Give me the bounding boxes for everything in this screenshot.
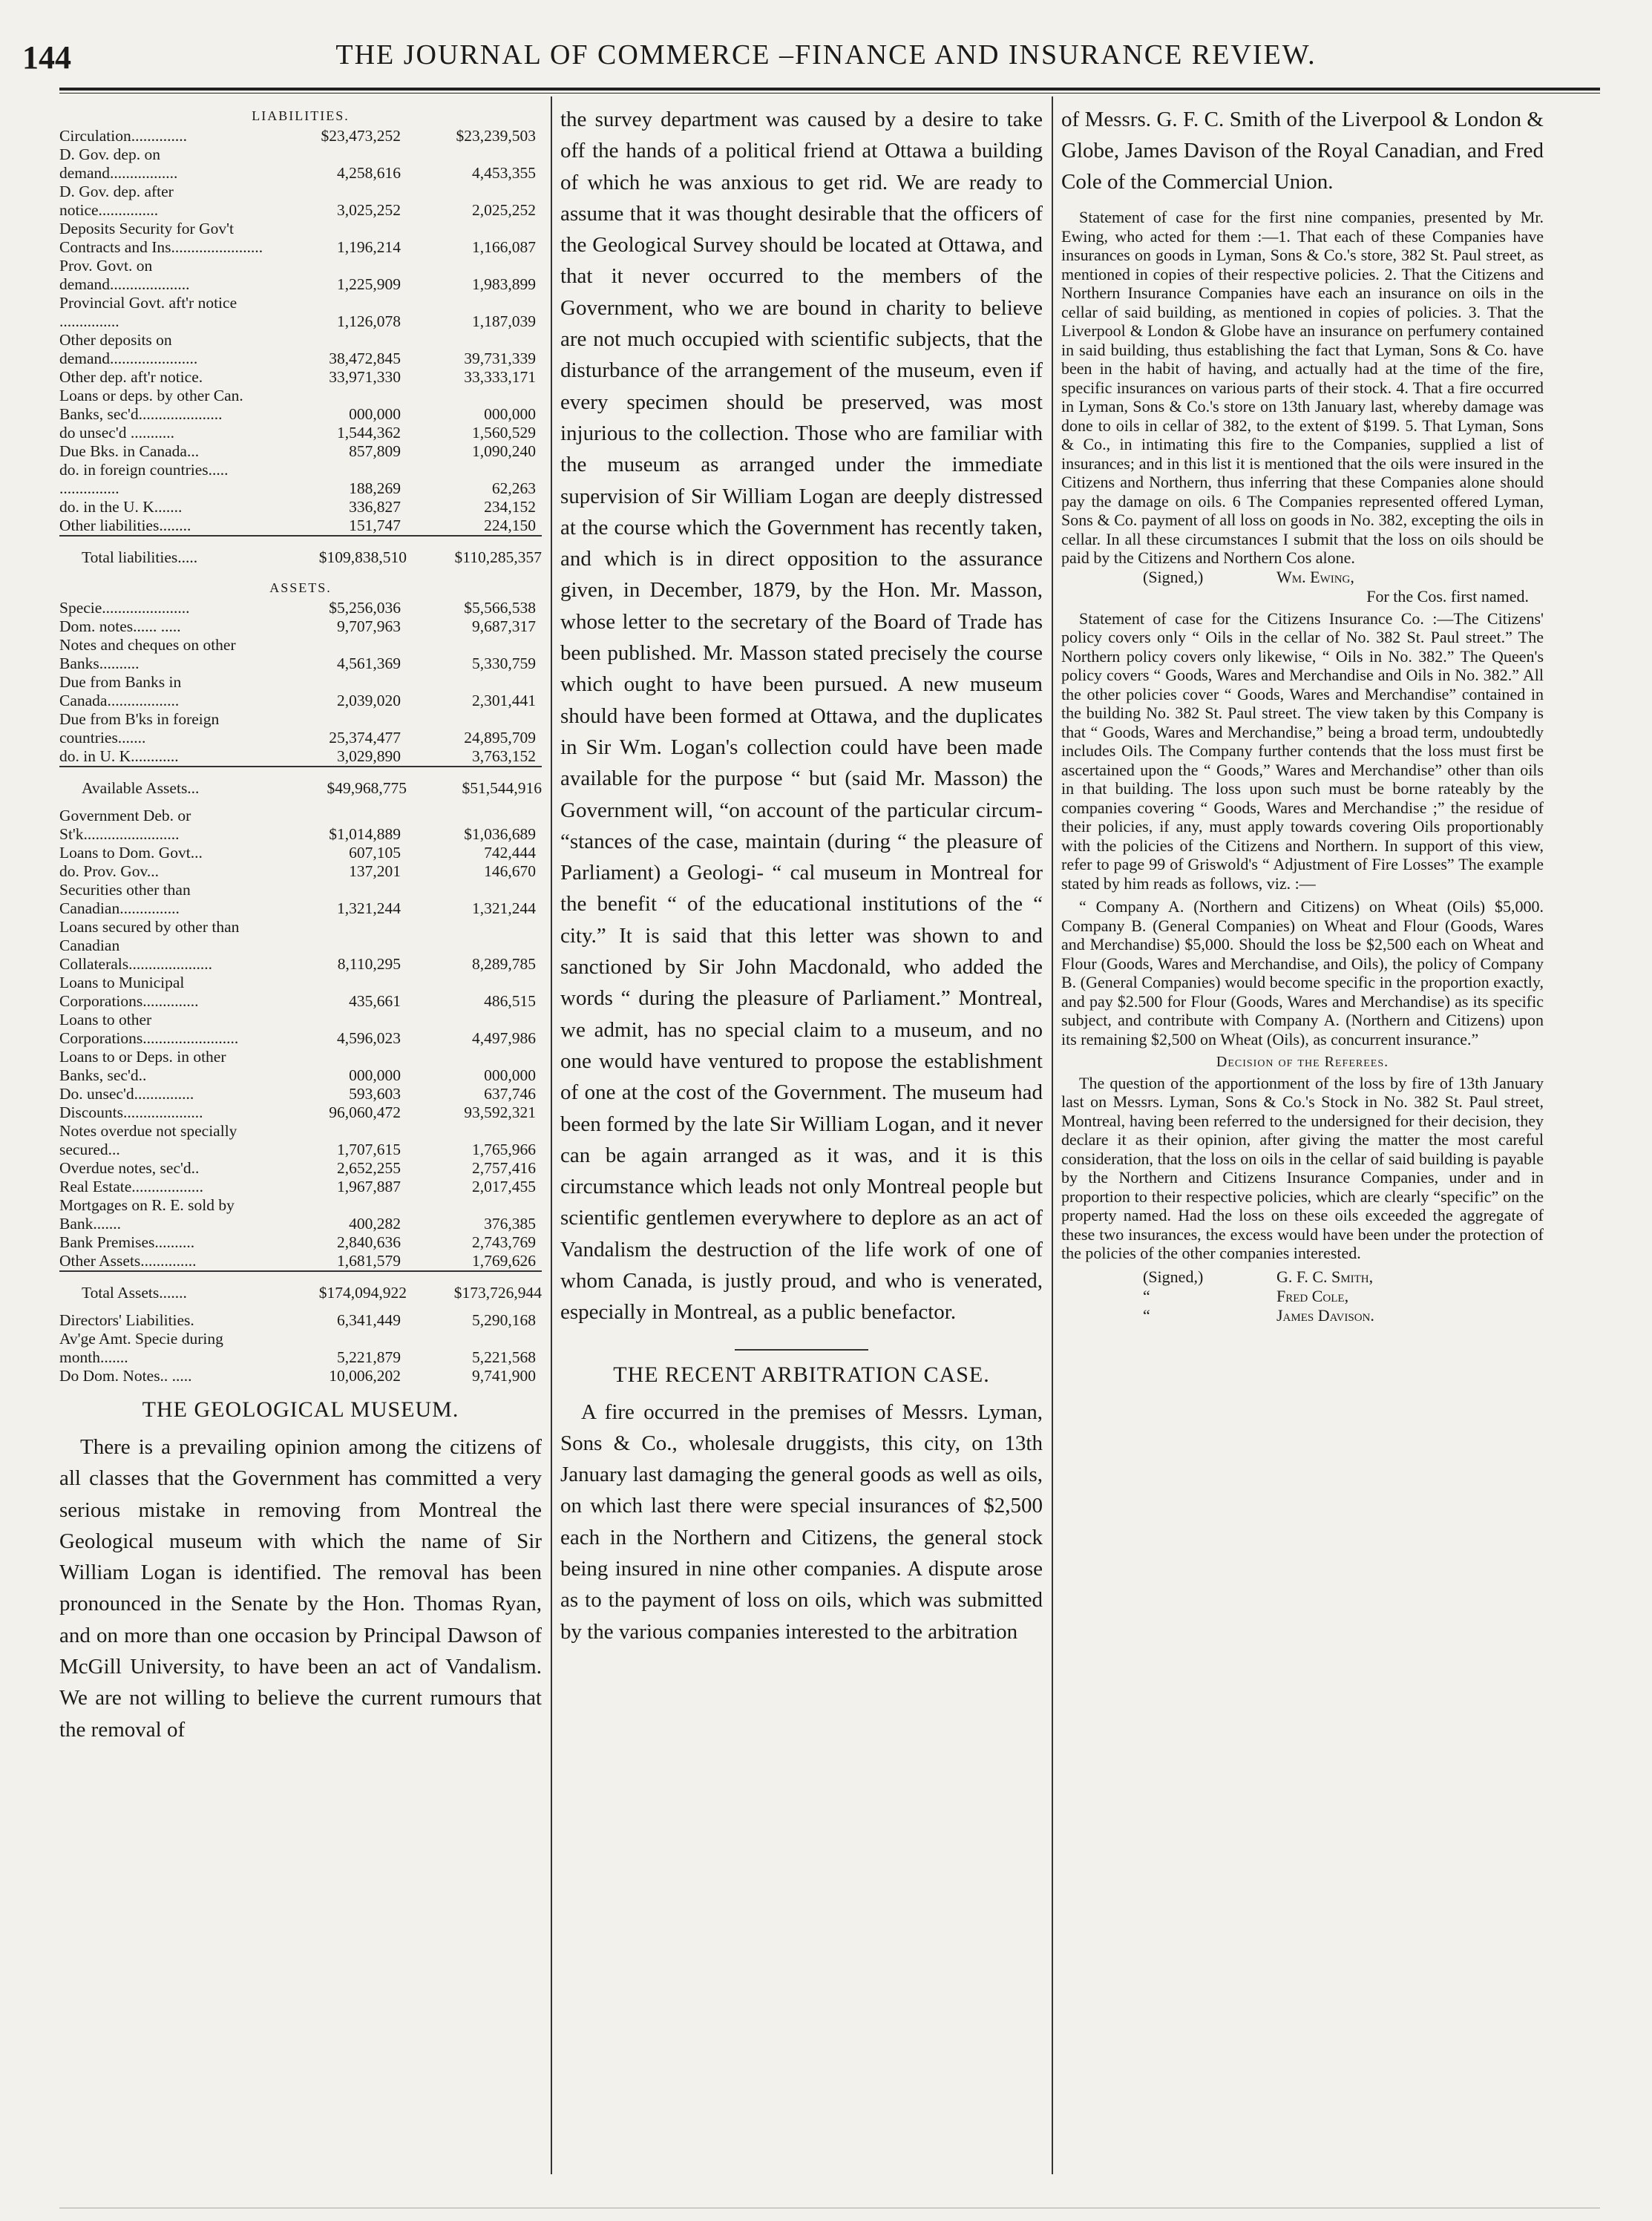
table-row [59, 1252, 542, 1271]
assets-table [59, 599, 542, 1385]
referee-name: James Davison. [1276, 1305, 1374, 1325]
total-liabilities-label: Total liabilities..... [59, 536, 272, 576]
table-row [59, 747, 542, 767]
row-value: 3,029,890 [337, 747, 401, 765]
assets-heading: ASSETS. [269, 580, 332, 595]
row-label: Notes and cheques on other Banks.......... [59, 636, 236, 672]
column-divider [1052, 96, 1053, 2174]
total-liabilities-a: $109,838,510 [272, 536, 407, 576]
row-label: Mortgages on R. E. sold by Bank....... [59, 1196, 235, 1233]
row-value: 000,000 [484, 405, 536, 423]
row-label: Government Deb. or St'k........................ [59, 807, 191, 843]
row-value: $5,566,538 [464, 599, 536, 617]
table-row [59, 1178, 542, 1196]
row-value: 2,743,769 [472, 1233, 536, 1251]
row-value: 1,769,626 [472, 1252, 536, 1270]
row-value: 1,187,039 [472, 312, 536, 330]
table-row [59, 636, 542, 673]
row-value: 188,269 [349, 479, 401, 497]
row-label: Other dep. aft'r notice. [59, 368, 203, 386]
total-liabilities-b: $110,285,357 [407, 536, 542, 576]
available-assets-a: $49,968,775 [272, 767, 407, 807]
row-value: 000,000 [484, 1066, 536, 1084]
row-value: $23,239,503 [456, 127, 536, 145]
row-value: 9,707,963 [337, 617, 401, 635]
row-label: Provincial Govt. aft'r notice ............... [59, 294, 237, 330]
row-value: 2,652,255 [337, 1159, 401, 1177]
signer-role: For the Cos. first named. [1366, 586, 1529, 606]
row-value: 2,840,636 [337, 1233, 401, 1251]
row-label: Do. unsec'd............... [59, 1085, 194, 1103]
arbitration-text-col3: of Messrs. G. F. C. Smith of the Liverpool & London & Globe, James Davison of the Royal Canadian, and Fred Cole of the Commercial Union. [1061, 108, 1544, 194]
row-value: 93,592,321 [464, 1103, 536, 1121]
table-row [59, 1122, 542, 1159]
row-value: 486,515 [484, 992, 536, 1010]
row-value: 6,341,449 [337, 1311, 401, 1329]
row-value: 593,603 [349, 1085, 401, 1103]
row-value: 2,039,020 [337, 692, 401, 709]
signature-ewing [1061, 568, 1544, 587]
table-row [59, 1330, 542, 1367]
row-label: Other Assets.............. [59, 1252, 197, 1270]
total-assets-row [59, 1271, 542, 1311]
row-label: Dom. notes...... ..... [59, 617, 181, 635]
museum-text-col2: the survey department was caused by a desire to take off the hands of a political friend at Ottawa a building of which he was anxious to get rid. We are ready to assume that it was thought desirable that the officers of the Geological Survey should be located at Ottawa, and that it never occurred to the members of the Government, who we are bound in charity to believe are not much occupied with scientific subjects, that the disturbance of the arrangement of the museum, even if every specimen should be preserved, was most injurious to the collection. Those who are familiar with the museum as arranged under the immediate supervision of Sir William Logan are deeply distressed at the course which the Government has recently taken, and which is in direct opposition to the assurance given, in December, 1879, by the Hon. Mr. Masson, whose letter to the secretary of the Board of Trade has been published. Mr. Masson stated precisely the course which ought to have been pursued. A new museum should have been formed at Ottawa, and the duplicates in Sir Wm. Logan's collection could have been made available for the purpose “ but (said Mr. Masson) the Government will, “on account of the particular circum- “stances of the case, maintain (during “ the pleasure of Parliament) a Geologi- “ cal museum in Montreal for the benefit “ of the educational institutions of the “ city.” It is said that this letter was shown to and sanctioned by Sir John Macdonald, who added the words “ during the pleasure of Parliament.” Montreal, we admit, has no special claim to a museum, and no one would have ventured to propose the establishment of one at the cost of the Government. The museum had been formed by the late Sir William Logan, and it never can be again arranged as it was, and it is this circumstance which leads not only Montreal people but scientific gentlemen everywhere to deplore as an act of Vandalism the destruction of the life work of one of whom Canada, is justly proud, and who is venerated, especially in Montreal, as a public benefactor. [560, 108, 1043, 1325]
signature-referee-1 [1061, 1267, 1544, 1287]
row-value: 2,025,252 [472, 201, 536, 219]
row-value: 2,301,441 [472, 692, 536, 709]
row-label: do. Prov. Gov... [59, 862, 159, 880]
table-row [59, 710, 542, 747]
table-row [59, 807, 542, 844]
page-number: 144 [22, 39, 71, 76]
table-row [59, 673, 542, 710]
table-row [59, 220, 542, 257]
row-label: D. Gov. dep. after notice............... [59, 183, 174, 219]
liabilities-heading: LIABILITIES. [252, 108, 350, 123]
row-value: 151,747 [349, 516, 401, 534]
row-value: 25,374,477 [329, 729, 401, 747]
row-label: Circulation.............. [59, 127, 187, 145]
row-value: $5,256,036 [329, 599, 401, 617]
table-row [59, 1233, 542, 1252]
row-value: 336,827 [349, 498, 401, 516]
table-row [59, 1367, 542, 1385]
available-assets-b: $51,544,916 [407, 767, 542, 807]
table-row [59, 127, 542, 145]
row-value: 3,763,152 [472, 747, 536, 765]
row-value: 1,681,579 [337, 1252, 401, 1270]
row-value: 4,453,355 [472, 164, 536, 182]
row-value: 137,201 [349, 862, 401, 880]
header-rule [59, 88, 1600, 94]
row-value: 2,757,416 [472, 1159, 536, 1177]
signature-referee-2 [1061, 1287, 1544, 1306]
table-row [59, 881, 542, 918]
decision-heading: Decision of the Referees. [1216, 1054, 1389, 1070]
row-value: 2,017,455 [472, 1178, 536, 1195]
table-row [59, 145, 542, 183]
row-value: 5,221,568 [472, 1348, 536, 1366]
table-row [59, 183, 542, 220]
liabilities-table [59, 127, 542, 576]
row-value: 4,258,616 [337, 164, 401, 182]
row-value: 3,025,252 [337, 201, 401, 219]
row-label: do. in foreign countries..... ............... [59, 461, 229, 497]
row-value: 637,746 [484, 1085, 536, 1103]
row-value: 38,472,845 [329, 350, 401, 367]
row-label: Prov. Govt. on demand.................... [59, 257, 190, 293]
row-value: 5,330,759 [472, 655, 536, 672]
table-row [59, 1196, 542, 1233]
row-value: 435,661 [349, 992, 401, 1010]
table-row [59, 461, 542, 498]
row-value: 39,731,339 [464, 350, 536, 367]
row-label: Other liabilities........ [59, 516, 191, 534]
row-value: 4,497,986 [472, 1029, 536, 1047]
row-value: 1,983,899 [472, 275, 536, 293]
table-row [59, 974, 542, 1011]
table-row [59, 257, 542, 294]
statement-citizens: Statement of case for the Citizens Insurance Co. :—The Citizens' policy covers only “ Oils in the cellar of No. 382 St. Paul street.” The Northern policy covers only likewise, “ Oils in No. 382.” The Queen's policy covers “ Goods, Wares and Merchandise and Oils in No. 382.” All the other policies cover “ Goods, Wares and Merchandise” contained in the building No. 382 St. Paul street. The view taken by this Company is that “ Goods, Wares and Merchandise,” being a broad term, undoubtedly includes Oils. The Company further contends that the loss must first be ascertained upon the “ Goods,” Wares and Merchandise” other than oils in that building. The loss upon such must be borne rateably by the companies covering “ Goods, Wares and Merchandise ;” the residue of their policies, if any, must apply towards covering Oils proportionably with the policies of the Citizens and Northern. In support of this view, refer to page 99 of Griswold's “ Adjustment of Fire Losses” The example stated by him reads as follows, viz. :— [1061, 608, 1544, 893]
row-value: 857,809 [349, 442, 401, 460]
row-label: do unsec'd ........... [59, 424, 174, 442]
row-value: 1,967,887 [337, 1178, 401, 1195]
museum-title: THE GEOLOGICAL MUSEUM. [142, 1397, 459, 1422]
row-value: 000,000 [349, 1066, 401, 1084]
table-row [59, 331, 542, 368]
table-row [59, 368, 542, 387]
row-label: D. Gov. dep. on demand................. [59, 145, 178, 182]
row-label: do. in U. K............ [59, 747, 179, 765]
row-value: 24,895,709 [464, 729, 536, 747]
row-value: 4,596,023 [337, 1029, 401, 1047]
row-label: Specie...................... [59, 599, 190, 617]
total-assets-a: $174,094,922 [272, 1271, 407, 1311]
arbitration-title: THE RECENT ARBITRATION CASE. [613, 1362, 990, 1387]
row-value: $1,036,689 [464, 825, 536, 843]
arbitration-text-col2: A fire occurred in the premises of Messrs. Lyman, Sons & Co., wholesale druggists, this city, on 13th January last damaging the general goods as well as oils, on which last there were special insurances of $2,500 each in the Northern and Citizens, the general stock being insured in nine other companies. A dispute arose as to the payment of loss on oils, which was submitted by the various companies interested to the arbitration [560, 1400, 1043, 1644]
row-value: 1,765,966 [472, 1141, 536, 1158]
row-label: Loans to or Deps. in other Banks, sec'd.. [59, 1048, 226, 1084]
table-row [59, 1011, 542, 1048]
row-label: Loans to other Corporations........................ [59, 1011, 239, 1047]
row-value: $23,473,252 [321, 127, 401, 145]
column-divider [551, 96, 552, 2174]
total-liabilities-row [59, 536, 542, 576]
row-label: do. in the U. K....... [59, 498, 183, 516]
row-value: 8,289,785 [472, 955, 536, 973]
table-row [59, 516, 542, 536]
total-assets-b: $173,726,944 [407, 1271, 542, 1311]
row-value: 33,971,330 [329, 368, 401, 386]
row-value: 376,385 [484, 1215, 536, 1233]
signed-label: (Signed,) [1143, 1267, 1204, 1286]
row-value: 10,006,202 [329, 1367, 401, 1385]
row-value: 1,225,909 [337, 275, 401, 293]
row-label: Real Estate.................. [59, 1178, 204, 1195]
table-row [59, 599, 542, 617]
row-value: 607,105 [349, 844, 401, 862]
row-value: 9,687,317 [472, 617, 536, 635]
ditto-mark: “ [1143, 1305, 1150, 1325]
row-value: 62,263 [491, 479, 536, 497]
row-value: 400,282 [349, 1215, 401, 1233]
row-value: 33,333,171 [464, 368, 536, 386]
available-assets-label: Available Assets... [59, 767, 272, 807]
column-3 [1061, 104, 1544, 2204]
signature-referee-3 [1061, 1306, 1544, 1325]
row-value: 9,741,900 [472, 1367, 536, 1385]
row-value: 1,090,240 [472, 442, 536, 460]
referee-name: G. F. C. Smith, [1276, 1267, 1374, 1286]
row-label: Directors' Liabilities. [59, 1311, 194, 1329]
row-value: 1,560,529 [472, 424, 536, 442]
table-row [59, 1311, 542, 1330]
table-row [59, 442, 542, 461]
row-value: 1,196,214 [337, 238, 401, 256]
row-value: 234,152 [484, 498, 536, 516]
row-label: Loans to Municipal Corporations.............. [59, 974, 199, 1010]
row-label: Other deposits on demand...................... [59, 331, 198, 367]
table-row [59, 1048, 542, 1085]
row-label: Due Bks. in Canada... [59, 442, 200, 460]
row-value: $1,014,889 [329, 825, 401, 843]
row-label: Due from Banks in Canada.................. [59, 673, 182, 709]
row-value: 1,321,244 [337, 899, 401, 917]
row-value: 1,544,362 [337, 424, 401, 442]
row-value: 224,150 [484, 516, 536, 534]
table-row [59, 844, 542, 862]
row-label: Due from B'ks in foreign countries....... [59, 710, 220, 747]
table-row [59, 1159, 542, 1178]
row-value: 146,670 [484, 862, 536, 880]
row-value: 1,321,244 [472, 899, 536, 917]
table-row [59, 387, 542, 424]
decision-text: The question of the apportionment of the loss by fire of 13th January last on Messrs. Lyman, Sons & Co.'s Stock in No. 382 St. Paul street, Montreal, having been referred to the undersigned for their decision, they declare it as their opinion, after giving the matter the most careful consideration, that the loss on oils in the cellar of said building is payable by the Northern and Citizens Insurance Companies, under and in proportion to their respective policies, which are clearly “specific” on the property named. Had the loss on these oils exceeded the aggregate of these two insurances, the excess would have been under the protection of the policies of the other companies interested. [1061, 1073, 1544, 1262]
row-label: Loans secured by other than Canadian Collaterals..................... [59, 918, 240, 973]
row-label: Overdue notes, sec'd.. [59, 1159, 200, 1177]
table-row [59, 918, 542, 974]
signed-label: (Signed,) [1143, 567, 1204, 586]
row-value: 1,166,087 [472, 238, 536, 256]
row-value: 5,221,879 [337, 1348, 401, 1366]
museum-text-col1: There is a prevailing opinion among the citizens of all classes that the Government has committed a very serious mistake in removing from Montreal the Geological museum with which the name of Sir William Logan is identified. The removal has been pronounced in the Senate by the Hon. Thomas Ryan, and on more than one occasion by Principal Dawson of McGill University, to have been an act of Vandalism. We are not willing to believe the current rumours that the removal of [59, 1435, 542, 1742]
row-label: Discounts.................... [59, 1103, 203, 1121]
column-2 [560, 104, 1043, 2204]
statement-first-companies: Statement of case for the first nine companies, presented by Mr. Ewing, who acted for them :—1. That each of these Companies have insurances on goods in Lyman, Sons & Co.'s store, 382 St. Paul street, as mentioned in copies of their respective policies. 2. That the Citizens and Northern Insurance Companies have each an insurance on oils in the cellar of said building, as mentioned in copies of policies. 3. That the Liverpool & London & Globe have an insurance on perfumery contained in said building, thus establishing the fact that Lyman, Sons & Co. have been in the habit of having, and actually had at the time of the fire, specific insurances on various parts of their stock. 4. That a fire occurred in Lyman, Sons & Co.'s store on 13th January last, whereby damage was done to oils in cellar of 382, to the extent of $199. 5. That Lyman, Sons & Co., in intimating this fire to the Companies, supplied a list of insurances; and in this list it is mentioned that the oils were insured in the Citizens and Northern, thus inferring that these Companies alone should pay the damage on oils. 6 The Companies represented offered Lyman, Sons & Co. payment of all loss on goods in No. 382, excepting the oils in cellar. In all these circumstances I submit that the loss on oils should be paid by the Citizens and Northern Cos alone. [1061, 208, 1544, 567]
row-label: Notes overdue not specially secured... [59, 1122, 237, 1158]
table-row [59, 1085, 542, 1103]
available-assets-row [59, 767, 542, 807]
table-row [59, 617, 542, 636]
row-label: Do Dom. Notes.. ..... [59, 1367, 192, 1385]
table-row [59, 1103, 542, 1122]
article-separator [735, 1349, 868, 1351]
row-label: Bank Premises.......... [59, 1233, 195, 1251]
row-label: Loans to Dom. Govt... [59, 844, 203, 862]
table-row [59, 498, 542, 516]
row-label: Loans or deps. by other Can. Banks, sec'd..................... [59, 387, 243, 423]
table-row [59, 424, 542, 442]
signer-name: Wm. Ewing, [1276, 567, 1354, 586]
row-value: 8,110,295 [337, 955, 401, 973]
row-label: Securities other than Canadian............... [59, 881, 191, 917]
ditto-mark: “ [1143, 1286, 1150, 1305]
row-value: 4,561,369 [337, 655, 401, 672]
row-value: 000,000 [349, 405, 401, 423]
running-title: THE JOURNAL OF COMMERCE –FINANCE AND INSURANCE REVIEW. [335, 39, 1317, 70]
row-value: 5,290,168 [472, 1311, 536, 1329]
row-label: Deposits Security for Gov't Contracts and Ins....................... [59, 220, 263, 256]
row-value: 1,126,078 [337, 312, 401, 330]
row-label: Av'ge Amt. Specie during month....... [59, 1330, 223, 1366]
row-value: 1,707,615 [337, 1141, 401, 1158]
table-row [59, 862, 542, 881]
row-value: 96,060,472 [329, 1103, 401, 1121]
column-1 [59, 104, 542, 2204]
row-value: 742,444 [484, 844, 536, 862]
table-row [59, 294, 542, 331]
total-assets-label: Total Assets....... [59, 1271, 272, 1311]
referee-name: Fred Cole, [1276, 1286, 1349, 1305]
griswold-example: “ Company A. (Northern and Citizens) on Wheat (Oils) $5,000. Company B. (General Companies) on Wheat and Flour (Goods, Wares and Merchandise) $5,000. Should the loss be $2,500 each on Wheat and Flour (Goods, Wares and Merchandise, and Oils), the policy of Company B. (General Companies) would become specific in the proportion exactly, and pay $2.500 for Flour (Goods, Wares and Merchandise) as its specific subject, and contribute with Company A. (Northern and Citizens) upon its remaining $2,500 on Wheat (Oils), as concurrent insurance.” [1061, 897, 1544, 1049]
